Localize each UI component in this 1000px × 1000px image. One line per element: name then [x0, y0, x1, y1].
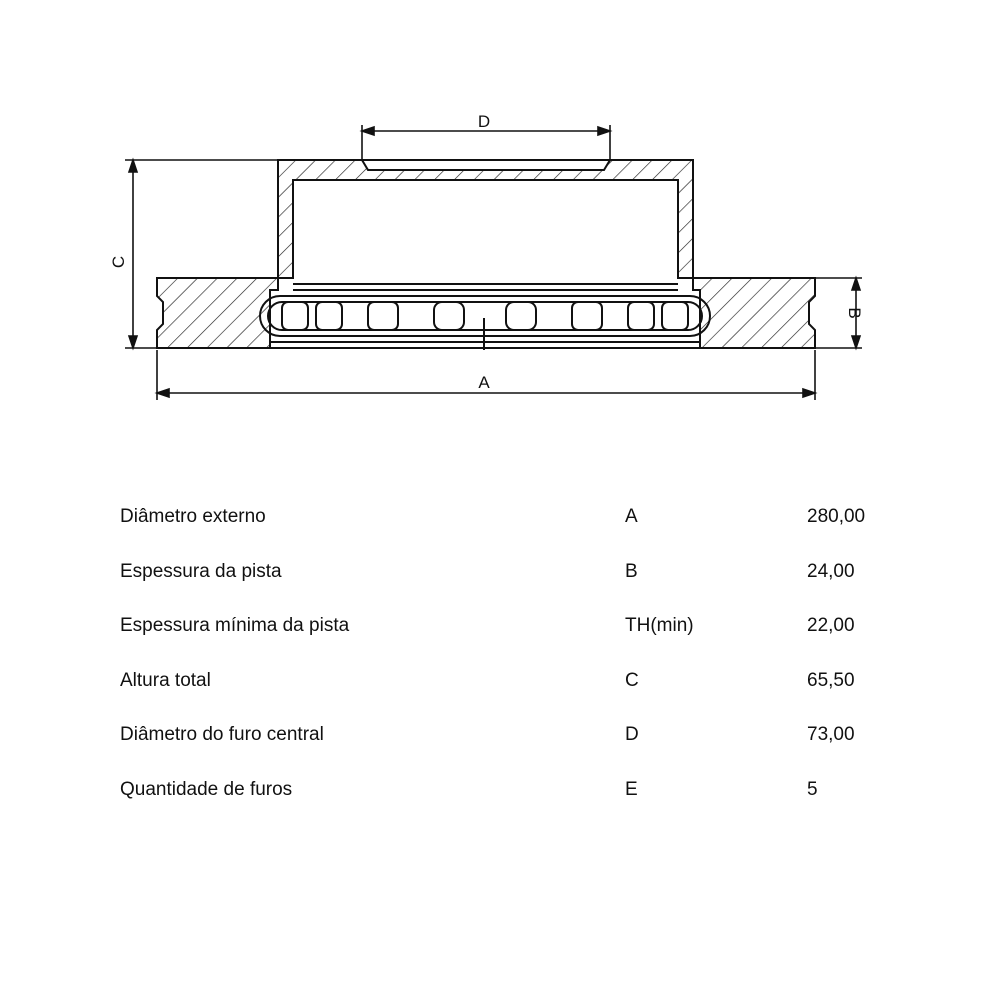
spec-value: 65,50	[807, 669, 855, 691]
dimension-a-label: A	[478, 373, 490, 392]
spec-label: Espessura da pista	[120, 560, 282, 582]
spec-label: Quantidade de furos	[120, 778, 293, 800]
spec-code: C	[625, 669, 639, 691]
spec-code: TH(min)	[625, 615, 694, 636]
spec-code: B	[625, 560, 638, 582]
spec-label: Altura total	[120, 669, 211, 691]
spec-code: A	[625, 506, 638, 527]
spec-table	[120, 500, 900, 827]
brake-disc-section-drawing	[0, 0, 1000, 440]
dimension-d-label: D	[477, 112, 491, 131]
spec-row	[120, 500, 900, 555]
dimension-b-label: B	[845, 307, 864, 319]
spec-row	[120, 609, 900, 664]
spec-value: 5	[807, 778, 818, 800]
spec-value: 280,00	[807, 506, 866, 527]
spec-row	[120, 664, 900, 719]
spec-code: E	[625, 778, 638, 800]
spec-value: 24,00	[807, 560, 855, 582]
spec-row	[120, 555, 900, 610]
spec-value: 73,00	[807, 724, 855, 745]
spec-row	[120, 718, 900, 773]
hub-section	[278, 160, 693, 278]
spec-row	[120, 773, 900, 828]
spec-code: D	[625, 724, 639, 745]
spec-value: 22,00	[807, 615, 855, 636]
dimension-c-label: C	[109, 255, 128, 269]
spec-label: Diâmetro externo	[120, 506, 266, 527]
friction-face-lines	[270, 284, 700, 350]
spec-label: Diâmetro do furo central	[120, 724, 324, 745]
spec-label: Espessura mínima da pista	[120, 615, 350, 636]
ventilation-vanes	[260, 296, 710, 336]
right-ring-section	[693, 278, 815, 348]
